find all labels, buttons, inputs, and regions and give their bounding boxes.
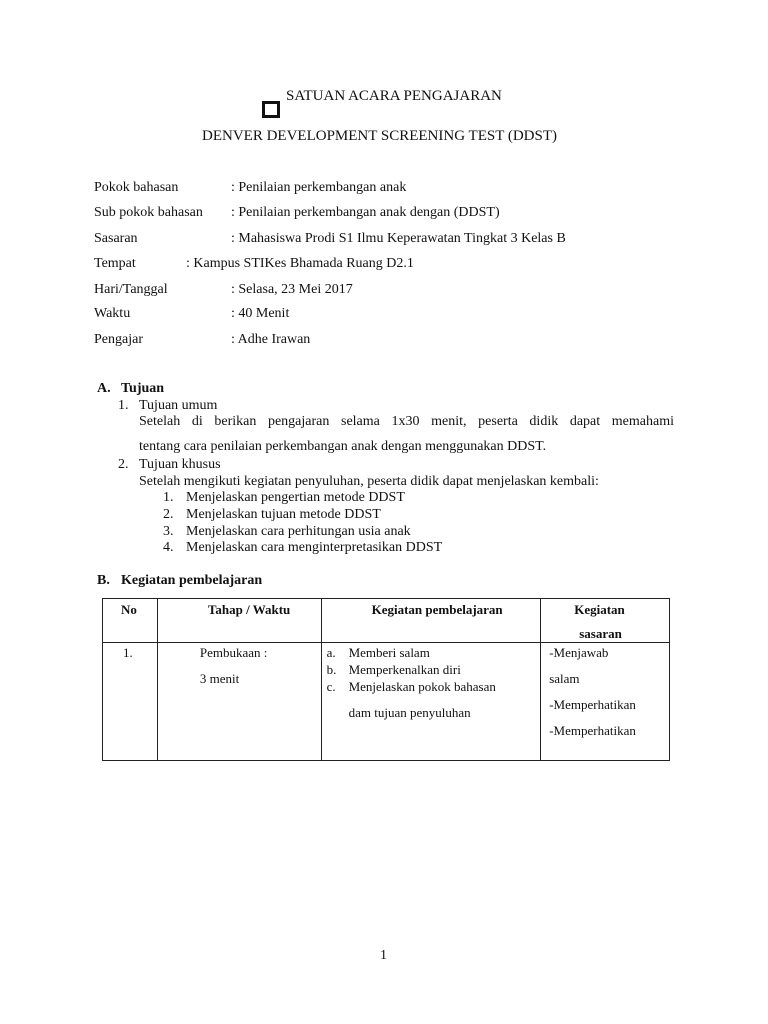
table-header-row	[103, 599, 670, 643]
sasaran-item: -Memperhatikan	[549, 723, 636, 738]
header-kegiatan	[321, 599, 541, 643]
meta-label-waktu: Waktu	[94, 306, 131, 321]
kegiatan-text-cont: dam tujuan penyuluhan	[348, 705, 471, 720]
header-sasaran	[541, 599, 670, 643]
table-row	[103, 643, 670, 761]
sasaran-item: -Menjawab	[549, 645, 609, 660]
header-no-label: No	[121, 602, 137, 617]
section-b-heading: Kegiatan pembelajaran	[121, 573, 263, 588]
sasaran-item: salam	[549, 671, 580, 686]
section-a-item2-text: Setelah mengikuti kegiatan penyuluhan, peserta didik dapat menjelaskan kembali:	[139, 474, 599, 489]
meta-value-waktu: : 40 Menit	[231, 306, 290, 321]
row-no: 1.	[123, 645, 133, 660]
kegiatan-text: Menjelaskan pokok bahasan	[348, 679, 496, 694]
list-item-text: Menjelaskan pengertian metode DDST	[186, 490, 405, 505]
kegiatan-letter: b.	[326, 662, 337, 677]
meta-label-tempat: Tempat	[94, 256, 136, 271]
kegiatan-letter: a.	[326, 645, 336, 660]
kegiatan-text: Memberi salam	[348, 645, 430, 660]
list-item-num: 1.	[163, 490, 174, 505]
cell-kegiatan	[321, 643, 541, 761]
row-tahap-line2: 3 menit	[199, 671, 240, 686]
row-tahap-line1: Pembukaan :	[199, 645, 268, 660]
meta-label-pengajar: Pengajar	[94, 332, 143, 347]
meta-label-sasaran: Sasaran	[94, 231, 138, 246]
section-a-heading: Tujuan	[121, 381, 165, 396]
section-a-item1-title: Tujuan umum	[139, 398, 218, 413]
meta-value-pokok: : Penilaian perkembangan anak	[231, 180, 407, 195]
kegiatan-table	[102, 598, 670, 761]
list-item-num: 3.	[163, 524, 174, 539]
page-number: 1	[380, 948, 387, 963]
section-b-letter: B.	[97, 573, 110, 588]
section-a-item1-text-line1: Setelah di berikan pengajaran selama 1x30 menit, peserta didik dapat memahami	[139, 414, 674, 429]
sasaran-item: -Memperhatikan	[549, 697, 636, 712]
meta-value-subpokok: : Penilaian perkembangan anak dengan (DDST)	[231, 205, 500, 220]
list-item-text: Menjelaskan cara perhitungan usia anak	[186, 524, 411, 539]
header-sasaran-line2: sasaran	[579, 626, 622, 641]
header-tahap	[157, 599, 321, 643]
list-item-text: Menjelaskan tujuan metode DDST	[186, 507, 381, 522]
meta-value-sasaran: : Mahasiswa Prodi S1 Ilmu Keperawatan Tingkat 3 Kelas B	[231, 231, 566, 246]
cell-sasaran	[541, 643, 670, 761]
section-a-letter: A.	[97, 381, 111, 396]
meta-value-pengajar: : Adhe Irawan	[231, 332, 311, 347]
section-a-item2-num: 2.	[118, 457, 129, 472]
meta-label-subpokok: Sub pokok bahasan	[94, 205, 203, 220]
header-kegiatan-label: Kegiatan pembelajaran	[371, 602, 503, 617]
list-item-num: 4.	[163, 540, 174, 555]
meta-value-hari: : Selasa, 23 Mei 2017	[231, 282, 353, 297]
document-title: SATUAN ACARA PENGAJARAN	[286, 88, 502, 104]
list-item-num: 2.	[163, 507, 174, 522]
meta-label-pokok: Pokok bahasan	[94, 180, 179, 195]
section-a-item2-title: Tujuan khusus	[139, 457, 221, 472]
document-subtitle: DENVER DEVELOPMENT SCREENING TEST (DDST)	[202, 128, 557, 144]
header-no	[103, 599, 158, 643]
header-tahap-label: Tahap / Waktu	[207, 602, 291, 617]
section-a-item1-text-line2: tentang cara penilaian perkembangan anak dengan menggunakan DDST.	[139, 439, 547, 454]
header-sasaran-line1: Kegiatan	[574, 602, 625, 617]
list-item-text: Menjelaskan cara menginterpretasikan DDST	[186, 540, 443, 555]
kegiatan-text: Memperkenalkan diri	[348, 662, 461, 677]
meta-label-hari: Hari/Tanggal	[94, 282, 168, 297]
checkbox-square-icon	[262, 101, 280, 118]
cell-tahap	[157, 643, 321, 761]
meta-value-tempat: : Kampus STIKes Bhamada Ruang D2.1	[186, 256, 414, 271]
section-a-item1-num: 1.	[118, 398, 129, 413]
kegiatan-letter: c.	[326, 679, 336, 694]
cell-no	[103, 643, 158, 761]
